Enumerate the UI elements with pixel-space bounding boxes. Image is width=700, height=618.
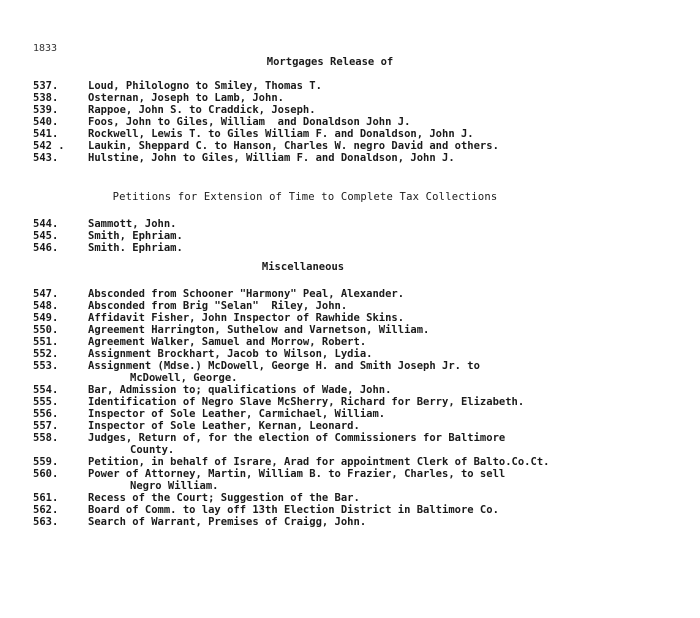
entry-text: Agreement Walker, Samuel and Morrow, Robert. [88,336,367,348]
list-item [33,348,693,360]
entry-text: Smith. Ephriam. [88,242,183,254]
entry-text: Petition, in behalf of Israre, Arad for appointment Clerk of Balto.Co.Ct. [88,456,550,468]
entry-number: 544. [33,218,59,230]
entry-continuation: McDowell, George. [130,372,238,384]
entry-continuation: County. [130,444,175,456]
entry-number: 559. [33,456,59,468]
entry-text: Hulstine, John to Giles, William F. and Donaldson, John J. [88,152,455,164]
entry-number: 561. [33,492,59,504]
list-item [33,456,693,468]
entry-text: Inspector of Sole Leather, Kernan, Leonard. [88,420,360,432]
entry-number: 537. [33,80,59,92]
entry-number: 551. [33,336,59,348]
entry-number: 555. [33,396,59,408]
entry-text: Absconded from Brig "Selan" Riley, John. [88,300,348,312]
list-item [33,336,693,348]
miscellaneous-heading: Miscellaneous [261,261,345,273]
entry-number: 557. [33,420,59,432]
list-item [33,230,693,242]
entry-number: 546. [33,242,59,254]
entry-number: 553. [33,360,59,372]
list-item [33,360,693,384]
petitions-list [33,218,693,254]
entry-number: 542 . [33,140,65,152]
entry-text: Foos, John to Giles, William and Donaldson John J. [88,116,411,128]
list-item [33,420,693,432]
petitions-heading: Petitions for Extension of Time to Complete Tax Collections [112,191,498,203]
entry-text: Affidavit Fisher, John Inspector of Rawhide Skins. [88,312,405,324]
list-item [33,152,693,164]
entry-text: Inspector of Sole Leather, Carmichael, William. [88,408,386,420]
list-item [33,140,693,152]
entry-text: Bar, Admission to; qualifications of Wade, John. [88,384,392,396]
list-item [33,492,693,504]
entry-text: Laukin, Sheppard C. to Hanson, Charles W. negro David and others. [88,140,499,152]
entry-number: 539. [33,104,59,116]
entry-text: Power of Attorney, Martin, William B. to Frazier, Charles, to sell [88,468,506,480]
entry-number: 540. [33,116,59,128]
entry-number: 548. [33,300,59,312]
entry-text: Search of Warrant, Premises of Craigg, John. [88,516,367,528]
entry-number: 554. [33,384,59,396]
list-item [33,312,693,324]
miscellaneous-list [33,288,693,528]
list-item [33,396,693,408]
entry-text: Rappoe, John S. to Craddick, Joseph. [88,104,316,116]
entry-text: Agreement Harrington, Suthelow and Varnetson, William. [88,324,430,336]
entry-number: 547. [33,288,59,300]
entry-text: Loud, Philologno to Smiley, Thomas T. [88,80,322,92]
mortgages-heading: Mortgages Release of [266,56,394,68]
list-item [33,384,693,396]
list-item [33,92,693,104]
entry-text: Assignment Brockhart, Jacob to Wilson, Lydia. [88,348,373,360]
entry-number: 549. [33,312,59,324]
list-item [33,324,693,336]
entry-continuation: Negro William. [130,480,219,492]
entry-text: Osternan, Joseph to Lamb, John. [88,92,284,104]
entry-number: 560. [33,468,59,480]
list-item [33,468,693,492]
entry-text: Rockwell, Lewis T. to Giles William F. and Donaldson, John J. [88,128,474,140]
entry-text: Absconded from Schooner "Harmony" Peal, Alexander. [88,288,405,300]
list-item [33,104,693,116]
entry-number: 552. [33,348,59,360]
entry-number: 550. [33,324,59,336]
entry-text: Smith, Ephriam. [88,230,183,242]
list-item [33,504,693,516]
entry-text: Identification of Negro Slave McSherry, Richard for Berry, Elizabeth. [88,396,525,408]
entry-text: Judges, Return of, for the election of Commissioners for Baltimore [88,432,506,444]
list-item [33,516,693,528]
entry-number: 541. [33,128,59,140]
entry-number: 562. [33,504,59,516]
list-item [33,432,693,456]
entry-text: Assignment (Mdse.) McDowell, George H. and Smith Joseph Jr. to [88,360,480,372]
list-item [33,116,693,128]
entry-number: 563. [33,516,59,528]
list-item [33,128,693,140]
list-item [33,300,693,312]
entry-number: 556. [33,408,59,420]
entry-number: 543. [33,152,59,164]
entry-number: 545. [33,230,59,242]
entry-number: 538. [33,92,59,104]
list-item [33,288,693,300]
mortgages-list [33,80,693,164]
entry-text: Board of Comm. to lay off 13th Election District in Baltimore Co. [88,504,499,516]
page-year: 1833 [33,43,58,54]
list-item [33,242,693,254]
list-item [33,408,693,420]
list-item [33,218,693,230]
entry-text: Recess of the Court; Suggestion of the Bar. [88,492,360,504]
entry-number: 558. [33,432,59,444]
entry-text: Sammott, John. [88,218,177,230]
list-item [33,80,693,92]
